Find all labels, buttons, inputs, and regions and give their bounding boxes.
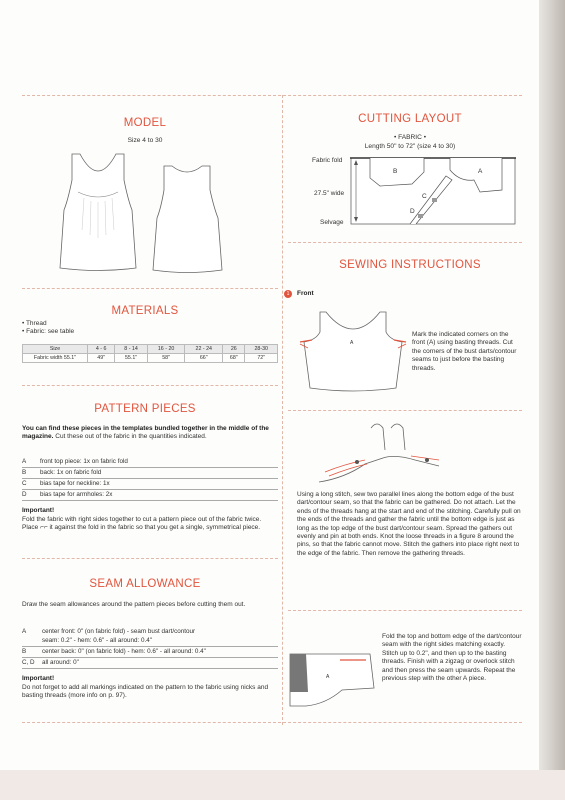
table-cell: Fabric width 55.1" — [23, 354, 88, 363]
table-header-cell: 8 - 14 — [115, 345, 147, 354]
divider-cutting-sewing — [288, 242, 522, 243]
list-rule — [22, 646, 278, 647]
piece-text: back: 1x on fabric fold — [40, 469, 102, 476]
model-title: MODEL — [123, 117, 167, 129]
piece-letter: B — [22, 469, 27, 476]
piece-text: front top piece: 1x on fabric fold — [40, 458, 128, 465]
list-rule — [22, 500, 278, 501]
diagram-label-a-2: A — [326, 674, 330, 680]
step-title: Front — [297, 290, 314, 297]
seam-text-2: seam: 0.2" - hem: 0.6" - all around: 0.4" — [42, 637, 152, 644]
piece-text: bias tape for neckline: 1x — [40, 480, 110, 487]
seam-letter: C, D — [22, 659, 35, 666]
table-cell: 58" — [147, 354, 185, 363]
top-divider — [22, 95, 522, 96]
label-fabric-fold: Fabric fold — [312, 157, 343, 164]
piece-letter: A — [22, 458, 27, 465]
materials-item-fabric: • Fabric: see table — [22, 328, 75, 335]
step-number-badge: 1 — [284, 290, 292, 298]
diagram-label-a: A — [350, 340, 354, 346]
materials-title: MATERIALS — [111, 305, 179, 317]
table-cell: 49" — [88, 354, 115, 363]
pattern-important-text: Fold the fabric with right sides together to cut a pattern piece out of the fabric twice. Place ⌐⌐ it against the fold in the fabric so that you get a single, symmetrical piece. — [22, 516, 262, 532]
table-header-row — [23, 345, 278, 354]
seam-allowance-intro: Draw the seam allowances around the pattern pieces before cutting them out. — [22, 601, 246, 608]
table-cell: 72" — [245, 354, 278, 363]
model-size: Size 4 to 30 — [127, 137, 163, 144]
pattern-pieces-title: PATTERN PIECES — [94, 403, 196, 415]
divider-step1-step2 — [288, 410, 522, 411]
cutting-fabric-label: • FABRIC • — [393, 134, 427, 141]
step2-text: Using a long stitch, sew two parallel lines along the bottom edge of the bust dart/contour seam, so that the fabric can be gathered. Do not attach. Let the ends of the threads hang at the start and end of the stitching. Carefully pull on the ends of the threads and gather the fabric until the bottom edge is just as long as the top edge of the bust dart/contour seam. Spread the gathers out evenly and pin at both ends. Knot the loose threads in a figure 8 around the pins, so that the fabric cannot move. Stitch the gathers into place right next to the edge of the fabric. Then remove the gathering threads. — [297, 491, 521, 557]
table-row — [23, 354, 278, 363]
seam-allowance-title: SEAM ALLOWANCE — [89, 578, 201, 590]
label-selvage: Selvage — [320, 219, 344, 226]
piece-c-label: C — [422, 193, 427, 200]
divider-pattern-seam — [22, 558, 278, 559]
label-fabric-wide: 27.5" wide — [314, 190, 345, 197]
sewing-instructions-title: SEWING INSTRUCTIONS — [339, 259, 481, 271]
table-header-cell: 4 - 6 — [88, 345, 115, 354]
pattern-pieces-intro-bold: You can find these pieces in the templates bundled together in the middle of the magazine. — [22, 425, 269, 441]
cutting-layout-title: CUTTING LAYOUT — [358, 113, 462, 125]
pattern-important-label: Important! — [22, 507, 55, 514]
piece-a-label: A — [478, 168, 483, 175]
piece-d-label: D — [410, 208, 415, 215]
cutting-layout-diagram — [350, 152, 518, 232]
dart-seam-diagram — [286, 648, 378, 710]
seam-text: all around: 0" — [42, 659, 79, 666]
list-rule — [22, 657, 278, 658]
table-header-cell: 16 - 20 — [147, 345, 185, 354]
table-header-cell: 22 - 24 — [185, 345, 223, 354]
model-front-illustration — [58, 150, 138, 275]
table-cell: 55.1" — [115, 354, 147, 363]
page-bottom-strip — [0, 770, 565, 800]
fabric-table — [22, 344, 278, 363]
page-edge — [539, 0, 565, 800]
divider-model-materials — [22, 288, 278, 289]
cutting-length: Length 50" to 72" (size 4 to 30) — [364, 143, 456, 150]
piece-letter: D — [22, 491, 27, 498]
table-cell: 66" — [185, 354, 223, 363]
bottom-divider — [22, 722, 522, 723]
divider-step2-step3 — [288, 610, 522, 611]
piece-b-label: B — [393, 168, 398, 175]
list-rule — [22, 668, 278, 669]
piece-text: bias tape for armholes: 2x — [40, 491, 113, 498]
table-header-cell: 28-30 — [245, 345, 278, 354]
step3-text: Fold the top and bottom edge of the dart/contour seam with the right sides matching exactly. Stitch up to 0.2", and then up to the basting threads. Finish with a zigzag or overlock stitch and then press the seam upwards. Repeat the previous step with the other A piece. — [382, 633, 522, 683]
step1-text: Mark the indicated corners on the front (A) using basting threads. Cut the corners of the bust darts/contour seams to just before the basting threads. — [412, 331, 517, 372]
seam-letter: A — [22, 628, 27, 635]
materials-item-thread: • Thread — [22, 320, 47, 327]
seam-text: center front: 0" (on fabric fold) - seam bust dart/contour — [42, 628, 196, 635]
pattern-pieces-intro-rest: Cut these out of the fabric in the quantities indicated. — [55, 433, 207, 441]
column-divider — [282, 95, 283, 725]
list-rule — [22, 489, 278, 490]
piece-letter: C — [22, 480, 27, 487]
seam-important-text: Do not forget to add all markings indicated on the pattern to the fabric using nicks and basting threads (more info on p. 97). — [22, 684, 269, 700]
gathering-diagram — [315, 420, 445, 486]
pattern-pieces-intro — [22, 425, 278, 442]
seam-important-label: Important! — [22, 675, 55, 682]
table-header-cell: 26 — [223, 345, 245, 354]
table-cell: 68" — [223, 354, 245, 363]
front-piece-diagram — [298, 306, 408, 394]
list-rule — [22, 467, 278, 468]
seam-text: center back: 0" (on fabric fold) - hem: 0.6" - all around: 0.4" — [42, 648, 206, 655]
seam-letter: B — [22, 648, 27, 655]
table-header-cell: Size — [23, 345, 88, 354]
model-back-illustration — [150, 162, 225, 277]
divider-materials-pattern — [22, 385, 278, 386]
list-rule — [22, 478, 278, 479]
